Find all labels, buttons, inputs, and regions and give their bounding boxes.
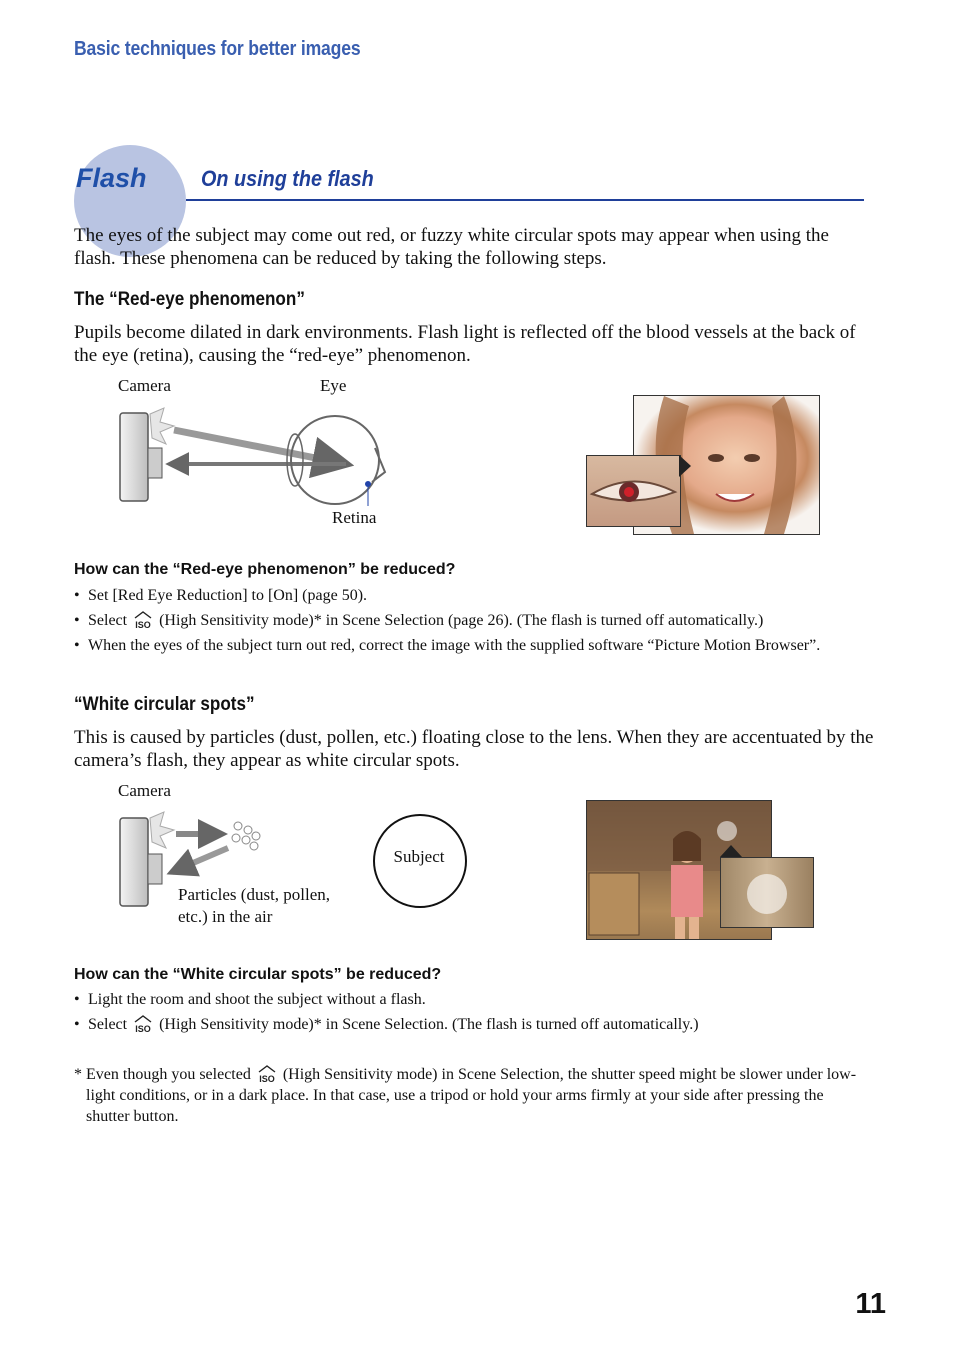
- list-item: • Light the room and shoot the subject without a flash.: [74, 991, 426, 1008]
- spots-heading: “White circular spots”: [74, 694, 255, 715]
- diagram-label-camera: Camera: [118, 376, 171, 395]
- callout-pointer: [679, 455, 693, 479]
- redeye-question: How can the “Red-eye phenomenon” be reduced?: [74, 561, 456, 578]
- diagram-label-camera: Camera: [118, 781, 171, 800]
- diagram-label-retina: Retina: [332, 508, 377, 527]
- section-tab-label: Flash: [76, 163, 147, 193]
- spots-bullet-list: [74, 989, 874, 1039]
- svg-text:ISO: ISO: [135, 620, 151, 629]
- list-item: • When the eyes of the subject turn out red, correct the image with the supplied software “Picture Motion Browser”.: [74, 637, 821, 654]
- footnote: * Even though you selected ISO (High Sensitivity mode) in Scene Selection, the shutter speed might be slower under low-light conditions, or in a dark place. In that case, use a tripod or hold your arms firmly at your side after pressing the shutter button.: [74, 1066, 857, 1125]
- section-title: On using the flash: [201, 166, 374, 191]
- redeye-closeup-photo: [586, 455, 681, 527]
- running-header: Basic techniques for better images: [74, 38, 361, 60]
- diagram-label-eye: Eye: [320, 376, 347, 395]
- diagram-label-subject: Subject: [393, 847, 445, 866]
- intro-paragraph: The eyes of the subject may come out red, or fuzzy white circular spots may appear when using the flash. These phenomena can be reduced by taking the following steps.: [74, 225, 829, 269]
- particles-icon: [232, 822, 260, 850]
- high-sensitivity-mode-icon: [133, 1015, 153, 1033]
- callout-pointer: [720, 845, 744, 858]
- title-rule: [186, 199, 864, 201]
- redeye-heading: The “Red-eye phenomenon”: [74, 289, 305, 310]
- svg-text:ISO: ISO: [135, 1024, 151, 1033]
- camera-icon: [120, 408, 174, 501]
- page-number: 11: [855, 1288, 886, 1320]
- high-sensitivity-mode-icon: [257, 1065, 277, 1083]
- diagram-label-particles: Particles (dust, pollen, etc.) in the air: [178, 885, 331, 926]
- redeye-bullet-list: [74, 585, 874, 660]
- list-item: • Select ISO (High Sensitivity mode)* in Scene Selection. (The flash is turned off automatically.): [74, 1016, 699, 1033]
- svg-text:ISO: ISO: [259, 1074, 275, 1083]
- list-item: • Select ISO (High Sensitivity mode)* in Scene Selection (page 26). (The flash is turned off automatically.): [74, 612, 764, 629]
- spots-paragraph: This is caused by particles (dust, pollen, etc.) floating close to the lens. When they are accentuated by the camera’s flash, they appear as white circular spots.: [74, 727, 874, 771]
- camera-icon: [120, 812, 174, 906]
- spots-closeup-photo: [720, 857, 814, 928]
- high-sensitivity-mode-icon: [133, 611, 153, 629]
- redeye-paragraph: Pupils become dilated in dark environments. Flash light is reflected off the blood vessels at the back of the eye (retina), causing the “red-eye” phenomenon.: [74, 322, 856, 366]
- list-item: • Set [Red Eye Reduction] to [On] (page 50).: [74, 587, 368, 604]
- spots-question: How can the “White circular spots” be reduced?: [74, 966, 442, 983]
- redeye-diagram: [110, 400, 400, 520]
